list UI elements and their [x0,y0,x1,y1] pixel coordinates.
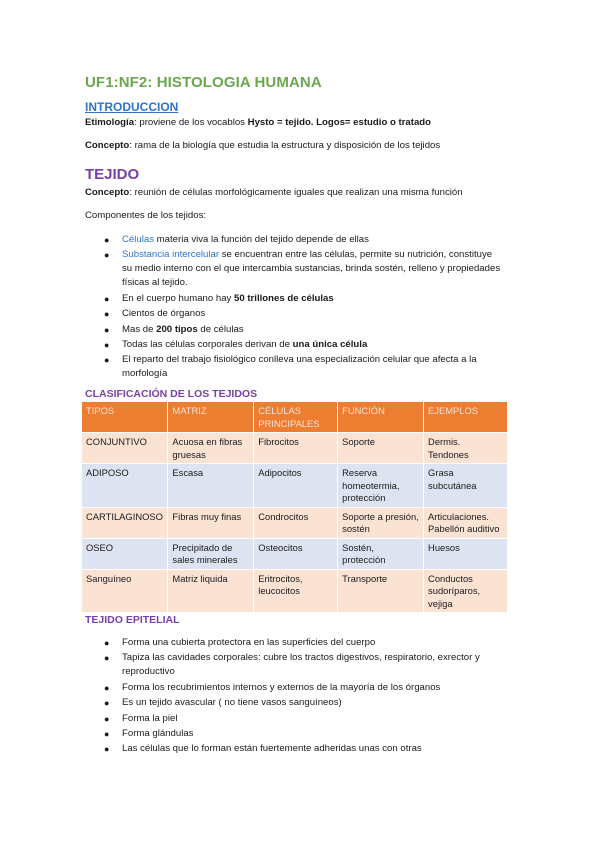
bullet-icon: ● [104,728,110,739]
intro-concepto-label: Concepto [85,140,130,151]
bullet-icon: ● [104,713,110,724]
celulas-link[interactable]: Células [122,234,154,245]
intro-concepto-line [85,139,525,153]
list-item: ● Forma la piel [104,712,178,724]
table-row [82,569,508,613]
bullet-icon: ● [104,653,110,664]
table-cell: Articulaciones. Pabellón auditivo [424,507,508,538]
table-cell: Acuosa en fibras gruesas [168,433,254,464]
table-cell: Sostén, protección [338,538,424,569]
table-header-row [82,402,508,433]
table-cell: Soporte a presión, sostén [338,507,424,538]
tejido-concepto-line [85,186,525,200]
bullet-icon: ● [104,682,110,693]
etimologia-line [85,116,525,130]
list-item: ● Las células que lo forman están fuertemente adheridas unas con otras [104,743,422,755]
table-cell: Dermis. Tendones [424,433,508,464]
list-item: ● Cientos de órganos [104,308,206,320]
col-header-matriz: MATRIZ [168,402,254,433]
table-cell: OSEO [82,538,168,569]
table-cell: Adipocitos [254,464,338,508]
bullet-icon: ● [104,744,110,755]
clasificacion-heading: CLASIFICACIÓN DE LOS TEJIDOS [85,388,258,400]
epitelial-bullet-list [104,636,504,758]
table-row [82,433,508,464]
table-row [82,507,508,538]
list-item: ● Todas las células corporales derivan de una única célula [104,338,368,350]
bullet-icon: ● [104,309,110,320]
table-row [82,538,508,569]
epitelial-heading: TEJIDO EPITELIAL [85,614,180,626]
table-cell: Grasa subcutánea [424,464,508,508]
tejido-heading: TEJIDO [85,166,140,183]
table-cell: CONJUNTIVO [82,433,168,464]
document-title: UF1:NF2: HISTOLOGIA HUMANA [85,74,322,91]
list-item: ● Es un tejido avascular ( no tiene vasos sanguíneos) [104,697,342,709]
list-item: ● Forma una cubierta protectora en las superficies del cuerpo [104,637,376,648]
bullet-icon: ● [104,250,110,261]
table-cell: Precipitado de sales minerales [168,538,254,569]
table-cell: CARTILAGINOSO [82,507,168,538]
col-header-ejemplos: EJEMPLOS [424,402,508,433]
list-item: ● Células materia viva la función del tejido depende de ellas [104,234,369,245]
table-cell: Sanguíneo [82,569,168,613]
intro-heading: INTRODUCCION [85,100,179,114]
bullet-icon: ● [104,638,110,648]
col-header-funcion: FUNCIÓN [338,402,424,433]
list-item: ● Mas de 200 tipos de células [104,323,244,335]
table-row [82,464,508,508]
table-cell: Conductos sudoríparos, vejiga [424,569,508,613]
tejido-bullet-list [104,233,504,383]
bullet-icon: ● [104,339,110,350]
table-cell: Condrocitos [254,507,338,538]
etimologia-label: Etimología [85,117,135,128]
list-item: ● Tapiza las cavidades corporales: cubre los tractos digestivos, respiratorio, exrector y reproductivo [104,652,480,678]
col-header-tipos: TIPOS [82,402,168,433]
bullet-icon: ● [104,698,110,709]
list-item: ● El reparto del trabajo fisiológico conlleva una especialización celular que afecta a la morfología [104,354,477,380]
list-item: ● Forma glándulas [104,727,194,739]
list-item: ● Substancia intercelular se encuentran entre las células, permite su nutrición, constituye su medio interno con el que intercambia sustancias, brinda sostén, relleno y propiedades físicas al tejido. [104,249,501,289]
tejido-concepto-text: : reunión de células morfológicamente iguales que realizan una misma función [129,187,463,198]
list-item: ● Forma los recubrimientos internos y externos de la mayoría de los órganos [104,681,441,693]
bullet-icon: ● [104,293,110,304]
table-cell: Escasa [168,464,254,508]
bullet-icon: ● [104,355,110,366]
bullet-icon: ● [104,324,110,335]
list-item: ● En el cuerpo humano hay 50 trillones de células [104,292,334,304]
table-cell: Transporte [338,569,424,613]
col-header-celulas: CÉLULAS PRINCIPALES [254,402,338,433]
table-cell: ADIPOSO [82,464,168,508]
componentes-label: Componentes de los tejidos: [85,210,207,221]
table-cell: Fibras muy finas [168,507,254,538]
clasificacion-table [82,402,508,613]
bullet-icon: ● [104,235,110,245]
table-cell: Osteocitos [254,538,338,569]
table-cell: Eritrocitos, leucocitos [254,569,338,613]
table-cell: Huesos [424,538,508,569]
table-cell: Fibrocitos [254,433,338,464]
etimologia-bold: Hysto = tejido. Logos= estudio o tratado [247,117,432,128]
intro-concepto-text: : rama de la biología que estudia la estructura y disposición de los tejidos [129,140,441,151]
substancia-intercelular-link[interactable]: Substancia intercelular [122,249,220,261]
table-cell: Matriz liquida [168,569,254,613]
table-cell: Reserva homeotermia, protección [338,464,424,508]
tejido-concepto-label: Concepto [85,187,130,198]
table-cell: Soporte [338,433,424,464]
etimologia-text: : proviene de los vocablos [134,117,248,128]
